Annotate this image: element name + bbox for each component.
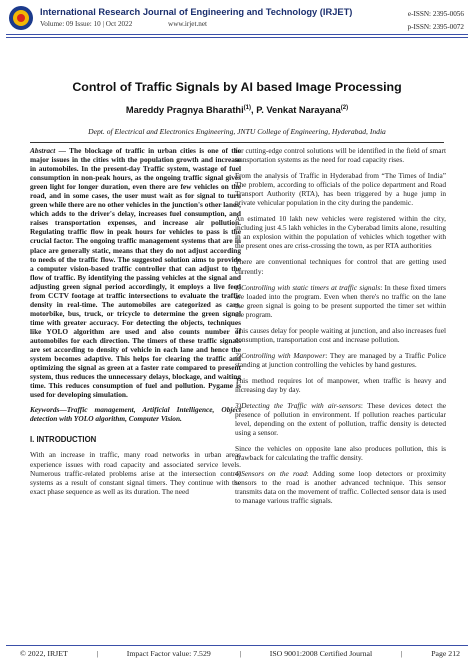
author-1: Mareddy Pragnya Bharathi <box>125 105 244 116</box>
journal-name: International Research Journal of Engineering and Technology (IRJET) <box>40 7 353 17</box>
paper-title: Control of Traffic Signals by AI based Image Processing <box>72 80 402 94</box>
volume-text: Volume: 09 Issue: 10 | Oct 2022 <box>40 20 133 28</box>
footer-separator: | <box>400 649 403 658</box>
right-paragraph-1: From the analysis of Traffic in Hyderabad from “The Times of India” The problem, according to officials of the police department and Road Transport Authority (RTA), has been triggered by a huge jump in private vehicular population in the city during the pandemic. <box>235 171 446 208</box>
footer-copyright: © 2022, IRJET <box>20 649 68 658</box>
author-separator: , <box>251 105 257 116</box>
footer-rule <box>6 645 468 646</box>
section-heading-introduction: I. INTRODUCTION <box>30 435 97 445</box>
author-line <box>0 105 474 115</box>
e-issn: e-ISSN: 2395-0056 <box>407 10 464 18</box>
footer-separator: | <box>239 649 242 658</box>
technique-2-text: : They are managed by a Traffic Police standing at junction controlling the vehicles by hand gestures. <box>235 350 447 369</box>
technique-4 <box>235 469 446 505</box>
technique-1 <box>235 283 446 319</box>
intro-paragraph: With an increase in traffic, many road networks in urban areas experience issues with road capacity and associated service levels. Numerous traffic-related problems arise at the intersection control systems as a result of constant signal timers. They continue with the exact phase sequence as well as its duration. The need <box>30 450 241 496</box>
journal-header <box>0 0 474 38</box>
right-paragraph-6: Since the vehicles on opposite lane also produces pollution, this is drawback for calculating the traffic density. <box>235 444 446 463</box>
right-paragraph-3: There are conventional techniques for control that are getting used currently: <box>235 257 446 276</box>
p-issn: p-ISSN: 2395-0072 <box>407 23 464 31</box>
abstract <box>30 146 241 399</box>
right-paragraph-2: An estimated 10 lakh new vehicles were registered within the city, including just 4.5 lakh vehicles in the Cyberabad limits alone, resulting in an explosion within the population of vehicles which together with the present ones are criss-crossing the town, as per RTA authorities <box>235 214 446 251</box>
technique-1-label: 1)Controlling with static timers at traffic signals <box>235 282 381 292</box>
technique-1-text: : In these fixed timers are loaded into the program. Even when there's no traffic on the lane the green signal is going to be present supported the timer set within the program. <box>235 282 446 319</box>
technique-2-label: 2)Controlling with Manpower <box>235 350 326 360</box>
footer-iso: ISO 9001:2008 Certified Journal <box>269 649 373 658</box>
header-rule-thin <box>6 37 468 38</box>
footer-separator: | <box>96 649 99 658</box>
technique-4-text: : Adding some loop detectors or proximity sensors to the road is another advanced technique. This sensor transmits data on the movement of traffic. Collected sensor data is used to manage various traffic signals. <box>235 469 446 506</box>
issn-block <box>407 8 464 34</box>
abstract-label: Abstract <box>30 146 56 155</box>
author-2: P. Venkat Narayana <box>256 105 341 116</box>
keywords: Keywords—Traffic management, Artificial Intelligence, Object detection with YOLO algorithm, Computer Vision. <box>30 405 241 424</box>
page-footer <box>20 649 460 658</box>
journal-website[interactable]: www.irjet.net <box>168 20 208 28</box>
right-paragraph-4: This causes delay for people waiting at junction, and also increases fuel consumption, transportation cost and increase pollution. <box>235 325 446 344</box>
left-column <box>30 146 241 496</box>
author-1-sup: (1) <box>243 105 252 111</box>
footer-page-number: Page 212 <box>431 649 460 658</box>
right-paragraph-5: This method requires lot of manpower, when traffic is heavy and increasing day by day. <box>235 375 446 394</box>
technique-4-label: 4)Sensors on the road <box>235 469 307 479</box>
irjet-logo-icon <box>8 5 34 31</box>
technique-3-text: : These devices detect the presence of pollution in environment. If pollution reaches particular level, depending on the extent of pollution, traffic density is detected using a sensor. <box>235 401 446 438</box>
affiliation: Dept. of Electrical and Electronics Engineering, JNTU College of Engineering, Hyderabad, India <box>88 127 386 136</box>
author-2-sup: (2) <box>340 105 349 111</box>
right-paragraph-0: for cutting-edge control solutions will be identified in the field of smart transportation systems as the need for road capacity rises. <box>235 146 446 165</box>
technique-3-label: 3)Detecting the Traffic with air-sensors <box>235 401 361 411</box>
header-rule <box>6 34 468 35</box>
title-divider <box>30 142 444 143</box>
right-column <box>235 146 446 511</box>
footer-impact-factor: Impact Factor value: 7.529 <box>126 649 211 658</box>
abstract-text: — The blockage of traffic in urban cities is one of the major issues in the cities with the population growth and increase in automobiles. In the present-day Traffic system, wastage of fuel consumption in non-peak hours, as the ongoing traffic signal gives green light for longer duration, even there are few vehicles on the road, and in some cases, the user must wait as for signal to turn green while there are no other vehicles in the junction's other lanes, which adds to the driver's delay, increases fuel consumption, and raises transportation expenses, and increase air pollution. Regulating traffic flow in peak hours for vehicles to pass is the crucial factor. The ongoing traffic management systems that are in place are generally static, means that they do not adjust according to needs of the traffic flow. The suggested solution aims to provide a computer vision-based traffic controller that can adjust to the flow of traffic. By identifying the passing vehicles at the signal and adjusting green signal period accordingly, it employs a live feed from CCTV footage at traffic intersections to evaluate the traffic density in real-time. The automobiles are categorized as cars, motorbike, bus, truck, or tricycle to determine the green signal time with greater accuracy. For detecting the objects, techniques like YOLO algorithm are used and also counts number of automobiles for each direction. The timers of these traffic signals are set according to density of vehicle in each lane and hence the system becomes adaptive. This helps for clearing the traffic and optimizing the signal as green at a faster rate compared to present system, thus reduces the unnecessary delays, blockage, and waiting time. This reduces consumption of fuel and pollution. Pygame is used for developing simulation. <box>30 146 241 400</box>
volume-issue <box>40 20 208 28</box>
technique-3 <box>235 401 446 437</box>
technique-2 <box>235 351 446 369</box>
